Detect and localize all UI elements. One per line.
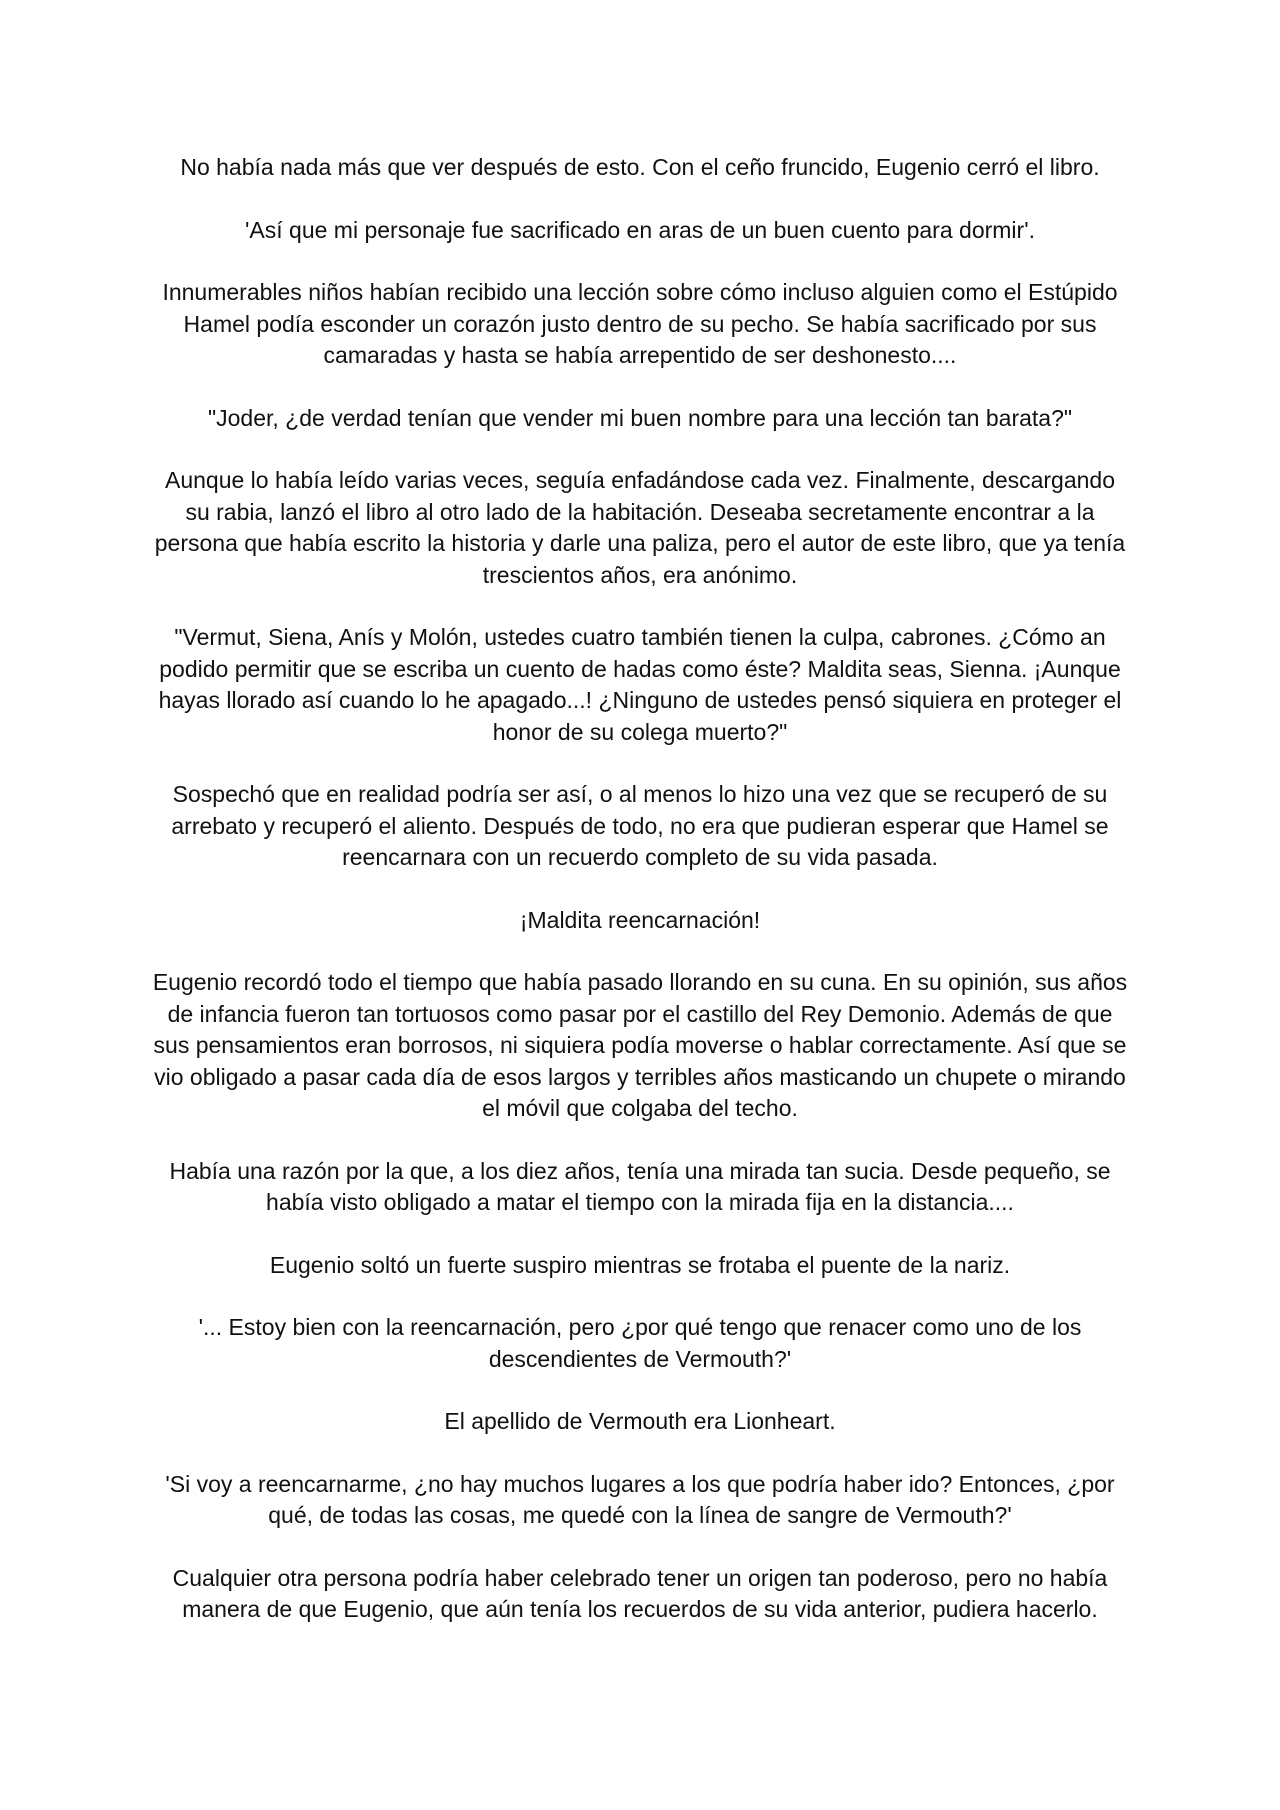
paragraph: No había nada más que ver después de esto. Con el ceño fruncido, Eugenio cerró el libro.: [180, 154, 1100, 180]
paragraph: Aunque lo había leído varias veces, seguía enfadándose cada vez. Finalmente, descargando su rabia, lanzó el libro al otro lado de la habitación. Deseaba secretamente encontrar a la persona que había escrito la historia y darle una paliza, pero el autor de este libro, que ya tenía trescientos años, era anónimo.: [154, 467, 1126, 588]
paragraph: "Joder, ¿de verdad tenían que vender mi buen nombre para una lección tan barata?": [207, 404, 1073, 431]
paragraph: Eugenio recordó todo el tiempo que había pasado llorando en su cuna. En su opinión, sus años de infancia fueron tan tortuosos como pasar por el castillo del Rey Demonio. Además de que sus pensamientos eran borrosos, ni siquiera podía moverse o hablar correctamente. Así que se vio obligado a pasar cada día de esos largos y terribles años masticando un chupete o mirando el móvil que colgaba del techo.: [152, 969, 1128, 1121]
paragraph: Sospechó que en realidad podría ser así, o al menos lo hizo una vez que se recuperó de su arrebato y recuperó el aliento. Después de todo, no era que pudieran esperar que Hamel se reencarnara con un recuerdo completo de su vida pasada.: [171, 781, 1109, 870]
paragraph: 'Así que mi personaje fue sacrificado en aras de un buen cuento para dormir'.: [245, 216, 1035, 243]
paragraph: ¡Maldita reencarnación!: [519, 906, 761, 933]
paragraph: '... Estoy bien con la reencarnación, pero ¿por qué tengo que renacer como uno de los descendientes de Vermouth?': [198, 1314, 1082, 1372]
paragraph: El apellido de Vermouth era Lionheart.: [444, 1408, 836, 1434]
document-body: [150, 152, 1130, 1657]
paragraph: 'Si voy a reencarnarme, ¿no hay muchos lugares a los que podría haber ido? Entonces, ¿por qué, de todas las cosas, me quedé con la línea de sangre de Vermouth?': [165, 1470, 1115, 1528]
paragraph: Había una razón por la que, a los diez años, tenía una mirada tan sucia. Desde pequeño, se había visto obligado a matar el tiempo con la mirada fija en la distancia....: [169, 1157, 1111, 1215]
paragraph: Cualquier otra persona podría haber celebrado tener un origen tan poderoso, pero no había manera de que Eugenio, que aún tenía los recuerdos de su vida anterior, pudiera hacerlo.: [172, 1564, 1108, 1622]
paragraph: Innumerables niños habían recibido una lección sobre cómo incluso alguien como el Estúpido Hamel podía esconder un corazón justo dentro de su pecho. Se había sacrificado por sus camaradas y hasta se había arrepentido de ser deshonesto....: [162, 279, 1118, 368]
paragraph: "Vermut, Siena, Anís y Molón, ustedes cuatro también tienen la culpa, cabrones. ¿Cómo an podido permitir que se escriba un cuento de hadas como éste? Maldita seas, Sienna. ¡Aunque hayas llorado así cuando lo he apagado...! ¿Ninguno de ustedes pensó siquiera en proteger el honor de su colega muerto?": [158, 624, 1122, 745]
paragraph: Eugenio soltó un fuerte suspiro mientras se frotaba el puente de la nariz.: [269, 1251, 1011, 1278]
